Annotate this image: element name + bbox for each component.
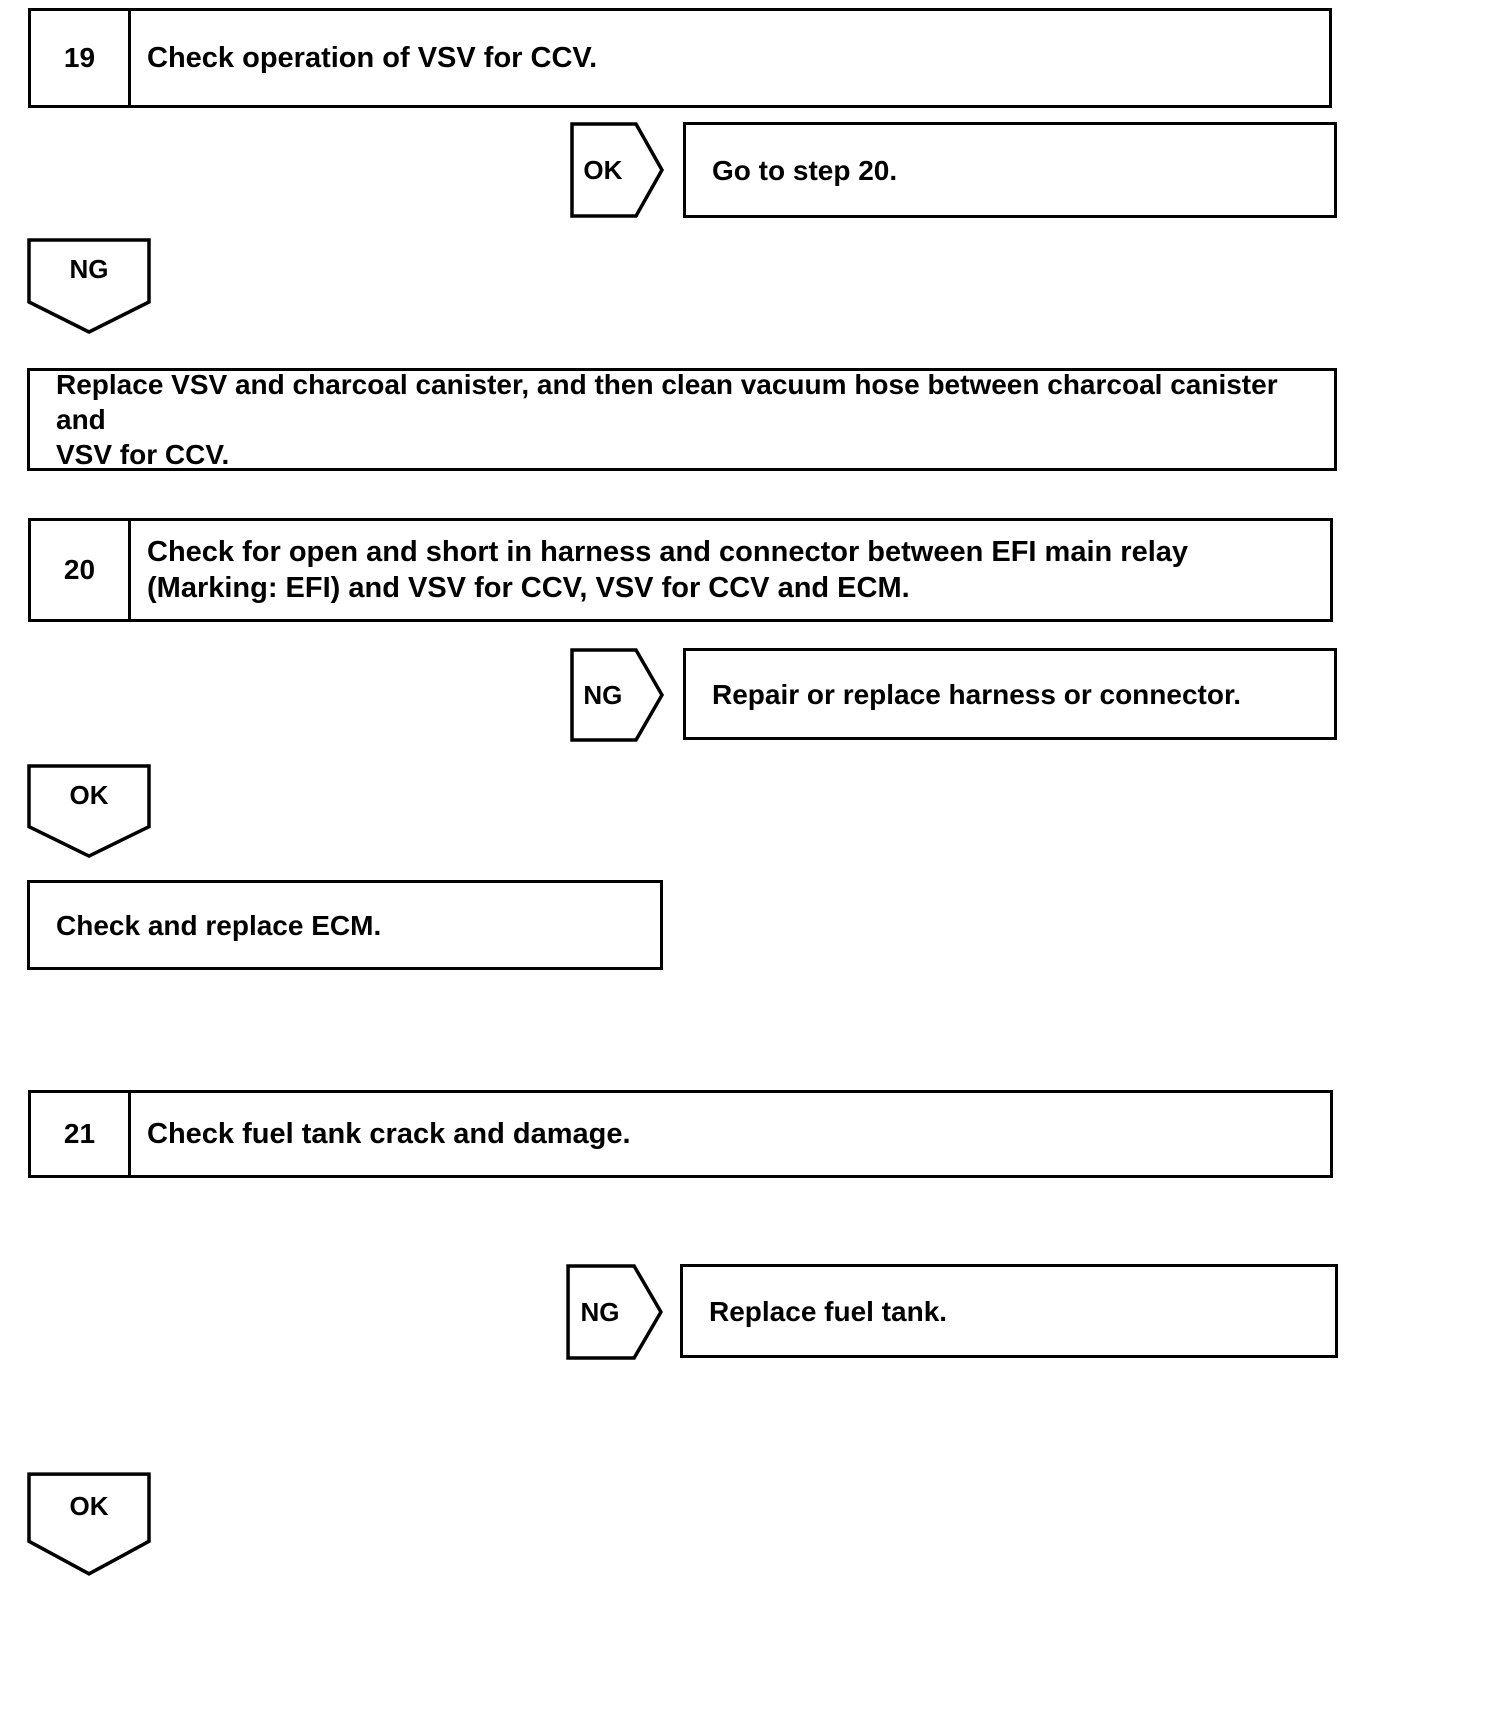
step-21-ng-label: NG — [580, 1296, 620, 1327]
step-20-title-line1: Check for open and short in harness and connector between EFI main relay — [147, 535, 1189, 568]
step-21-title-text: Check fuel tank crack and damage. — [147, 1117, 631, 1150]
step-19-number: 19 — [31, 11, 131, 105]
step-20-ng-label: NG — [583, 679, 623, 710]
step-21-ok-label: OK — [69, 1490, 109, 1521]
step-20-title — [131, 521, 1330, 619]
step-19-box — [28, 8, 1332, 108]
step-19-ng-action-line1: Replace VSV and charcoal canister, and then clean vacuum hose between charcoal canister and — [56, 369, 1278, 435]
step-19-ok-action-text: Go to step 20. — [712, 154, 898, 186]
step-19-ok-label: OK — [583, 154, 623, 185]
step-20-title-line2: (Marking: EFI) and VSV for CCV, VSV for CCV and ECM. — [147, 572, 910, 604]
step-19-ok-tag — [570, 122, 664, 218]
step-20-ok-action-text: Check and replace ECM. — [56, 909, 382, 941]
step-20-number: 20 — [31, 521, 131, 619]
step-20-ok-action-box — [27, 880, 663, 970]
step-21-ok-tag — [27, 1472, 151, 1576]
step-20-ng-action-box — [683, 648, 1337, 740]
step-21-box — [28, 1090, 1333, 1178]
step-19-title-text: Check operation of VSV for CCV. — [147, 41, 598, 74]
step-21-number: 21 — [31, 1093, 131, 1175]
step-19-ng-tag — [27, 238, 151, 334]
step-19-ok-action-box — [683, 122, 1337, 218]
step-20-ok-label: OK — [69, 779, 109, 810]
step-20-ng-tag — [570, 648, 664, 742]
step-20-box — [28, 518, 1333, 622]
step-19-title — [131, 11, 1329, 105]
step-21-title — [131, 1093, 1330, 1175]
step-21-ng-tag — [566, 1264, 663, 1360]
step-19-ng-label: NG — [69, 254, 109, 285]
step-20-ok-tag — [27, 764, 151, 858]
step-19-ng-action-box — [27, 368, 1337, 471]
step-20-ng-action-text: Repair or replace harness or connector. — [712, 678, 1242, 710]
step-21-ng-action-box — [680, 1264, 1338, 1358]
step-19-ng-action-line2: VSV for CCV. — [56, 439, 230, 470]
step-21-ng-action-text: Replace fuel tank. — [709, 1295, 948, 1327]
